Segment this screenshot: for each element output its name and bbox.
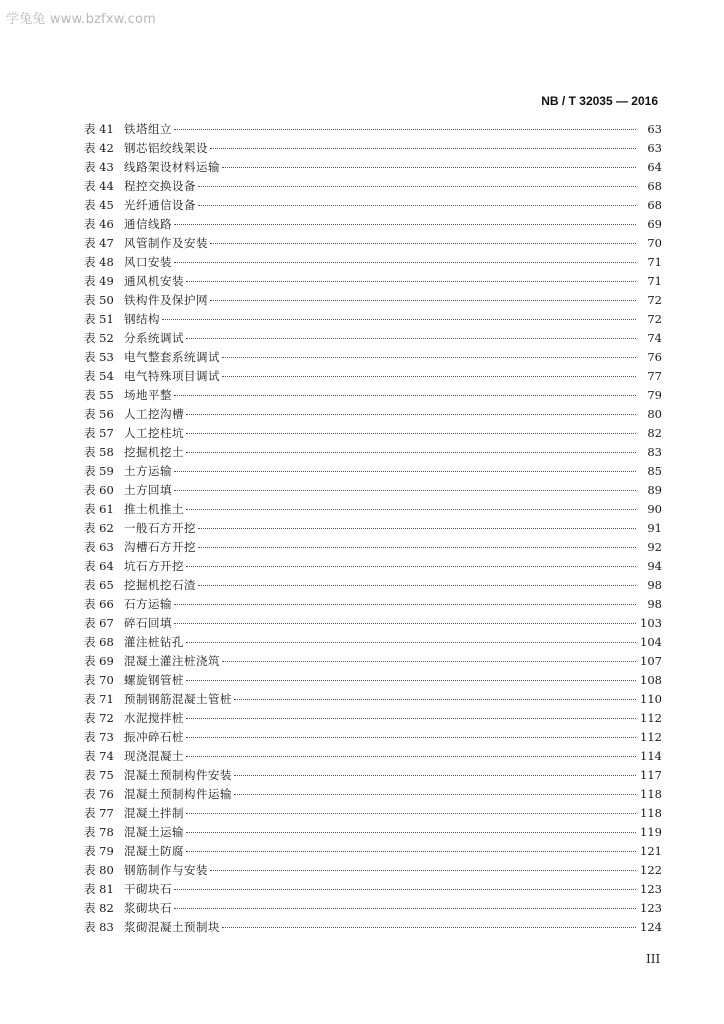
toc-title: 预制钢筋混凝土管桩 [124, 692, 232, 706]
toc-dot-leader [234, 794, 636, 795]
toc-page-number: 124 [640, 920, 662, 934]
toc-table-label: 表 52 [84, 331, 114, 345]
toc-table-label: 表 67 [84, 616, 114, 630]
toc-title: 挖掘机挖石渣 [124, 578, 196, 592]
toc-dot-leader [210, 870, 636, 871]
toc-table-label: 表 44 [84, 179, 114, 193]
toc-page-number: 118 [640, 787, 662, 801]
toc-table-label: 表 50 [84, 293, 114, 307]
toc-table-label: 表 75 [84, 768, 114, 782]
toc-page-number: 79 [647, 388, 662, 402]
toc-table-label: 表 42 [84, 141, 114, 155]
toc-table-label: 表 64 [84, 559, 114, 573]
toc-table-label: 表 56 [84, 407, 114, 421]
toc-dot-leader [198, 205, 636, 206]
toc-table-label: 表 62 [84, 521, 114, 535]
toc-entry[interactable] [84, 519, 662, 538]
toc-entry[interactable] [84, 196, 662, 215]
toc-entry[interactable] [84, 690, 662, 709]
toc-page-number: 85 [647, 464, 662, 478]
toc-page-number: 72 [647, 293, 662, 307]
toc-table-label: 表 55 [84, 388, 114, 402]
toc-title: 土方运输 [124, 464, 172, 478]
watermark-text: 学兔兔 www.bzfxw.com [6, 12, 157, 27]
toc-title: 土方回填 [124, 483, 172, 497]
toc-dot-leader [210, 300, 636, 301]
toc-table-label: 表 70 [84, 673, 114, 687]
toc-entry[interactable] [84, 861, 662, 880]
toc-entry[interactable] [84, 785, 662, 804]
toc-dot-leader [174, 395, 636, 396]
toc-page-number: 118 [640, 806, 662, 820]
toc-table-label: 表 77 [84, 806, 114, 820]
toc-dot-leader [186, 851, 636, 852]
toc-page-number: 68 [647, 179, 662, 193]
toc-title: 灌注桩钻孔 [124, 635, 184, 649]
toc-dot-leader [186, 737, 636, 738]
toc-dot-leader [186, 832, 636, 833]
toc-entry[interactable] [84, 918, 662, 937]
toc-title: 铁塔组立 [124, 122, 172, 136]
toc-entry[interactable] [84, 348, 662, 367]
toc-table-label: 表 68 [84, 635, 114, 649]
toc-entry[interactable] [84, 823, 662, 842]
toc-page-number: 110 [640, 692, 662, 706]
toc-entry[interactable] [84, 671, 662, 690]
toc-entry[interactable] [84, 215, 662, 234]
toc-page-number: 91 [647, 521, 662, 535]
toc-table-label: 表 66 [84, 597, 114, 611]
toc-title: 沟槽石方开挖 [124, 540, 196, 554]
toc-table-label: 表 54 [84, 369, 114, 383]
toc-dot-leader [198, 547, 636, 548]
toc-entry[interactable] [84, 633, 662, 652]
toc-page-number: 71 [647, 255, 662, 269]
toc-dot-leader [222, 927, 636, 928]
toc-entry[interactable] [84, 595, 662, 614]
toc-table-label: 表 79 [84, 844, 114, 858]
toc-title: 光纤通信设备 [124, 198, 196, 212]
toc-dot-leader [186, 338, 636, 339]
toc-page-number: 108 [640, 673, 662, 687]
toc-page-number: 68 [647, 198, 662, 212]
toc-page-number: 64 [647, 160, 662, 174]
toc-dot-leader [174, 471, 636, 472]
toc-page-number: 121 [640, 844, 662, 858]
toc-table-label: 表 45 [84, 198, 114, 212]
toc-table-label: 表 51 [84, 312, 114, 326]
toc-table-label: 表 57 [84, 426, 114, 440]
toc-title: 现浇混凝土 [124, 749, 184, 763]
toc-page-number: 76 [647, 350, 662, 364]
toc-entry[interactable] [84, 766, 662, 785]
toc-page-number: 107 [640, 654, 662, 668]
toc-entry[interactable] [84, 709, 662, 728]
toc-page-number: 123 [640, 901, 662, 915]
toc-entry[interactable] [84, 424, 662, 443]
toc-dot-leader [222, 357, 636, 358]
toc-entry[interactable] [84, 120, 662, 139]
toc-title: 电气特殊项目调试 [124, 369, 220, 383]
toc-page-number: 103 [640, 616, 662, 630]
toc-table-label: 表 81 [84, 882, 114, 896]
toc-page-number: 63 [647, 141, 662, 155]
toc-page-number: 90 [647, 502, 662, 516]
toc-entry[interactable] [84, 291, 662, 310]
toc-page-number: 69 [647, 217, 662, 231]
toc-title: 石方运输 [124, 597, 172, 611]
toc-page-number: 82 [647, 426, 662, 440]
toc-entry[interactable] [84, 234, 662, 253]
toc-page-number: 77 [647, 369, 662, 383]
toc-title: 程控交换设备 [124, 179, 196, 193]
toc-title: 碎石回填 [124, 616, 172, 630]
toc-title: 钢芯铝绞线架设 [124, 141, 208, 155]
toc-table-label: 表 65 [84, 578, 114, 592]
toc-dot-leader [186, 509, 636, 510]
toc-title: 风口安装 [124, 255, 172, 269]
toc-title: 钢结构 [124, 312, 160, 326]
toc-dot-leader [234, 775, 636, 776]
toc-table-label: 表 59 [84, 464, 114, 478]
toc-title: 分系统调试 [124, 331, 184, 345]
toc-dot-leader [174, 262, 636, 263]
toc-page-number: 98 [647, 578, 662, 592]
toc-table-label: 表 49 [84, 274, 114, 288]
toc-entry[interactable] [84, 576, 662, 595]
toc-title: 混凝土运输 [124, 825, 184, 839]
toc-entry[interactable] [84, 538, 662, 557]
toc-entry[interactable] [84, 481, 662, 500]
page-number: III [646, 952, 661, 966]
toc-dot-leader [162, 319, 636, 320]
toc-title: 人工挖沟槽 [124, 407, 184, 421]
toc-page-number: 112 [640, 730, 662, 744]
toc-page-number: 123 [640, 882, 662, 896]
toc-table-label: 表 72 [84, 711, 114, 725]
toc-page-number: 117 [640, 768, 662, 782]
toc-dot-leader [186, 452, 636, 453]
toc-page-number: 119 [640, 825, 662, 839]
toc-dot-leader [186, 756, 636, 757]
toc-table-label: 表 53 [84, 350, 114, 364]
toc-dot-leader [174, 908, 636, 909]
toc-table-label: 表 83 [84, 920, 114, 934]
toc-page-number: 122 [640, 863, 662, 877]
toc-page-number: 63 [647, 122, 662, 136]
toc-dot-leader [222, 167, 636, 168]
toc-title: 一般石方开挖 [124, 521, 196, 535]
toc-dot-leader [186, 414, 636, 415]
toc-entry[interactable] [84, 177, 662, 196]
toc-table-label: 表 74 [84, 749, 114, 763]
toc-title: 浆砌块石 [124, 901, 172, 915]
toc-title: 通风机安装 [124, 274, 184, 288]
toc-dot-leader [198, 528, 636, 529]
toc-dot-leader [174, 604, 636, 605]
toc-title: 通信线路 [124, 217, 172, 231]
toc-entry[interactable] [84, 272, 662, 291]
toc-title: 干砌块石 [124, 882, 172, 896]
toc-title: 线路架设材料运输 [124, 160, 220, 174]
toc-title: 混凝土预制构件安装 [124, 768, 232, 782]
toc-entry[interactable] [84, 367, 662, 386]
toc-entry[interactable] [84, 614, 662, 633]
toc-title: 混凝土防腐 [124, 844, 184, 858]
toc-entry[interactable] [84, 310, 662, 329]
toc-title: 坑石方开挖 [124, 559, 184, 573]
toc-entry[interactable] [84, 804, 662, 823]
toc-page-number: 94 [647, 559, 662, 573]
toc-entry[interactable] [84, 329, 662, 348]
toc-table-label: 表 71 [84, 692, 114, 706]
toc-dot-leader [198, 585, 636, 586]
toc-page-number: 92 [647, 540, 662, 554]
toc-table-label: 表 60 [84, 483, 114, 497]
standard-number: NB / T 32035 — 2016 [541, 94, 658, 108]
toc-table-label: 表 82 [84, 901, 114, 915]
toc-title: 混凝土预制构件运输 [124, 787, 232, 801]
toc-title: 人工挖柱坑 [124, 426, 184, 440]
toc-dot-leader [186, 566, 636, 567]
toc-table-label: 表 73 [84, 730, 114, 744]
toc-title: 混凝土拌制 [124, 806, 184, 820]
toc-dot-leader [174, 490, 636, 491]
toc-table-label: 表 58 [84, 445, 114, 459]
toc-entry[interactable] [84, 557, 662, 576]
toc-dot-leader [186, 433, 636, 434]
toc-table-label: 表 41 [84, 122, 114, 136]
toc-table-label: 表 80 [84, 863, 114, 877]
toc-entry[interactable] [84, 747, 662, 766]
toc-title: 水泥搅拌桩 [124, 711, 184, 725]
toc-title: 铁构件及保护网 [124, 293, 208, 307]
toc-title: 钢筋制作与安装 [124, 863, 208, 877]
toc-entry[interactable] [84, 842, 662, 861]
toc-entry[interactable] [84, 652, 662, 671]
toc-page-number: 71 [647, 274, 662, 288]
toc-dot-leader [210, 148, 636, 149]
toc-entry[interactable] [84, 405, 662, 424]
toc-entry[interactable] [84, 880, 662, 899]
toc-dot-leader [198, 186, 636, 187]
toc-entry[interactable] [84, 158, 662, 177]
toc-title: 螺旋钢管桩 [124, 673, 184, 687]
toc-entry[interactable] [84, 500, 662, 519]
toc-title: 挖掘机挖土 [124, 445, 184, 459]
toc-page-number: 80 [647, 407, 662, 421]
toc-entry[interactable] [84, 728, 662, 747]
toc-dot-leader [186, 813, 636, 814]
toc-page-number: 83 [647, 445, 662, 459]
toc-dot-leader [174, 129, 636, 130]
toc-dot-leader [186, 642, 636, 643]
toc-title: 浆砌混凝土预制块 [124, 920, 220, 934]
toc-table-label: 表 47 [84, 236, 114, 250]
toc-title: 混凝土灌注桩浇筑 [124, 654, 220, 668]
toc-entry[interactable] [84, 462, 662, 481]
toc-entry[interactable] [84, 139, 662, 158]
toc-title: 风管制作及安装 [124, 236, 208, 250]
toc-table-label: 表 48 [84, 255, 114, 269]
toc-title: 振冲碎石桩 [124, 730, 184, 744]
toc-page-number: 104 [640, 635, 662, 649]
toc-dot-leader [210, 243, 636, 244]
toc-table-label: 表 78 [84, 825, 114, 839]
toc-dot-leader [234, 699, 636, 700]
toc-table-label: 表 61 [84, 502, 114, 516]
toc-page-number: 114 [640, 749, 662, 763]
toc-dot-leader [174, 889, 636, 890]
toc-title: 场地平整 [124, 388, 172, 402]
toc-dot-leader [174, 623, 636, 624]
toc-page-number: 74 [647, 331, 662, 345]
toc-table-label: 表 69 [84, 654, 114, 668]
toc-table-label: 表 43 [84, 160, 114, 174]
toc-dot-leader [186, 718, 636, 719]
toc-dot-leader [186, 281, 636, 282]
toc-dot-leader [174, 224, 636, 225]
toc-entry[interactable] [84, 899, 662, 918]
table-of-contents [84, 120, 662, 937]
toc-page-number: 98 [647, 597, 662, 611]
toc-page-number: 70 [647, 236, 662, 250]
toc-dot-leader [222, 661, 636, 662]
toc-entry[interactable] [84, 386, 662, 405]
toc-entry[interactable] [84, 253, 662, 272]
toc-entry[interactable] [84, 443, 662, 462]
toc-page-number: 112 [640, 711, 662, 725]
toc-page-number: 89 [647, 483, 662, 497]
toc-dot-leader [186, 680, 636, 681]
toc-title: 推土机推土 [124, 502, 184, 516]
toc-table-label: 表 76 [84, 787, 114, 801]
toc-table-label: 表 46 [84, 217, 114, 231]
toc-title: 电气整套系统调试 [124, 350, 220, 364]
toc-dot-leader [222, 376, 636, 377]
toc-table-label: 表 63 [84, 540, 114, 554]
toc-page-number: 72 [647, 312, 662, 326]
